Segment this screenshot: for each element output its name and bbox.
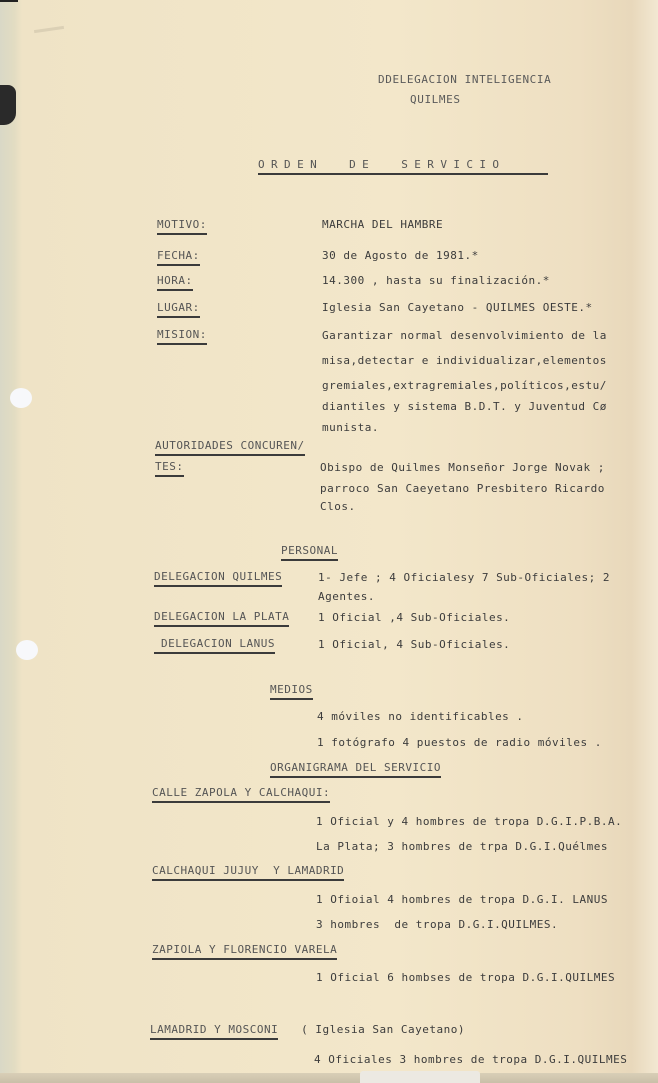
- lugar-value: Iglesia San Cayetano - QUILMES OESTE.*: [322, 301, 593, 314]
- personal-unit: DELEGACION QUILMES: [154, 570, 282, 587]
- scan-edge: [0, 0, 18, 2]
- bottom-fold: [0, 1073, 658, 1083]
- post-location: LAMADRID Y MOSCONI: [150, 1023, 278, 1040]
- motivo-value: MARCHA DEL HAMBRE: [322, 218, 444, 231]
- personal-unit: DELEGACION LA PLATA: [154, 610, 289, 627]
- personal-unit: DELEGACION LANUS: [154, 637, 275, 654]
- medios-line: 1 fotógrafo 4 puestos de radio móviles .: [317, 736, 602, 749]
- post-detail: 4 Oficiales 3 hombres de tropa D.G.I.QUILMES: [314, 1053, 628, 1066]
- bottom-tab: [360, 1071, 480, 1083]
- post-location: CALLE ZAPOLA Y CALCHAQUI:: [152, 786, 330, 803]
- mision-line: misa,detectar e individualizar,elementos: [322, 354, 607, 367]
- personal-heading: PERSONAL: [281, 544, 338, 561]
- mision-line: gremiales,extragremiales,políticos,estu/: [322, 379, 607, 392]
- medios-heading: MEDIOS: [270, 683, 313, 700]
- fecha-label: FECHA:: [157, 249, 200, 266]
- autoridades-label: AUTORIDADES CONCUREN/: [155, 439, 305, 456]
- personal-detail: 1 Oficial, 4 Sub-Oficiales.: [318, 638, 511, 651]
- post-location: ZAPIOLA Y FLORENCIO VARELA: [152, 943, 337, 960]
- medios-line: 4 móviles no identificables .: [317, 710, 524, 723]
- office-city: QUILMES: [410, 93, 461, 106]
- hora-value: 14.300 , hasta su finalización.*: [322, 274, 550, 287]
- autoridades-line: parroco San Caeyetano Presbitero Ricardo: [320, 482, 605, 495]
- personal-detail: 1- Jefe ; 4 Oficialesy 7 Sub-Oficiales; 2: [318, 571, 611, 584]
- post-detail: 3 hombres de tropa D.G.I.QUILMES.: [316, 918, 559, 931]
- post-detail: La Plata; 3 hombres de trpa D.G.I.Quélmes: [316, 840, 609, 853]
- personal-detail: Agentes.: [318, 590, 375, 603]
- mision-line: Garantizar normal desenvolvimiento de la: [322, 329, 607, 342]
- post-detail: 1 Oficial y 4 hombres de tropa D.G.I.P.B.A.: [316, 815, 623, 828]
- document-title: ORDEN DE SERVICIO: [258, 158, 548, 175]
- autoridades-line: Obispo de Quilmes Monseñor Jorge Novak ;: [320, 461, 605, 474]
- paper-mark: [34, 26, 64, 33]
- post-detail: 1 Ofioial 4 hombres de tropa D.G.I. LANUS: [316, 893, 609, 906]
- mision-line: diantiles y sistema B.D.T. y Juventud Cø: [322, 400, 607, 413]
- post-location: CALCHAQUI JUJUY Y LAMADRID: [152, 864, 344, 881]
- punch-hole: [16, 640, 38, 660]
- motivo-label: MOTIVO:: [157, 218, 207, 235]
- post-detail: 1 Oficial 6 hombses de tropa D.G.I.QUILMES: [316, 971, 616, 984]
- organigrama-heading: ORGANIGRAMA DEL SERVICIO: [270, 761, 441, 778]
- fecha-value: 30 de Agosto de 1981.*: [322, 249, 479, 262]
- autoridades-line: Clos.: [320, 500, 356, 513]
- hora-label: HORA:: [157, 274, 193, 291]
- autoridades-label-cont: TES:: [155, 460, 184, 477]
- torn-corner: [0, 85, 16, 125]
- mision-line: munista.: [322, 421, 379, 434]
- personal-detail: 1 Oficial ,4 Sub-Oficiales.: [318, 611, 511, 624]
- punch-hole: [10, 388, 32, 408]
- post-location-note: ( Iglesia San Cayetano): [294, 1023, 465, 1036]
- office-name: DDELEGACION INTELIGENCIA: [378, 73, 552, 86]
- mision-label: MISION:: [157, 328, 207, 345]
- lugar-label: LUGAR:: [157, 301, 200, 318]
